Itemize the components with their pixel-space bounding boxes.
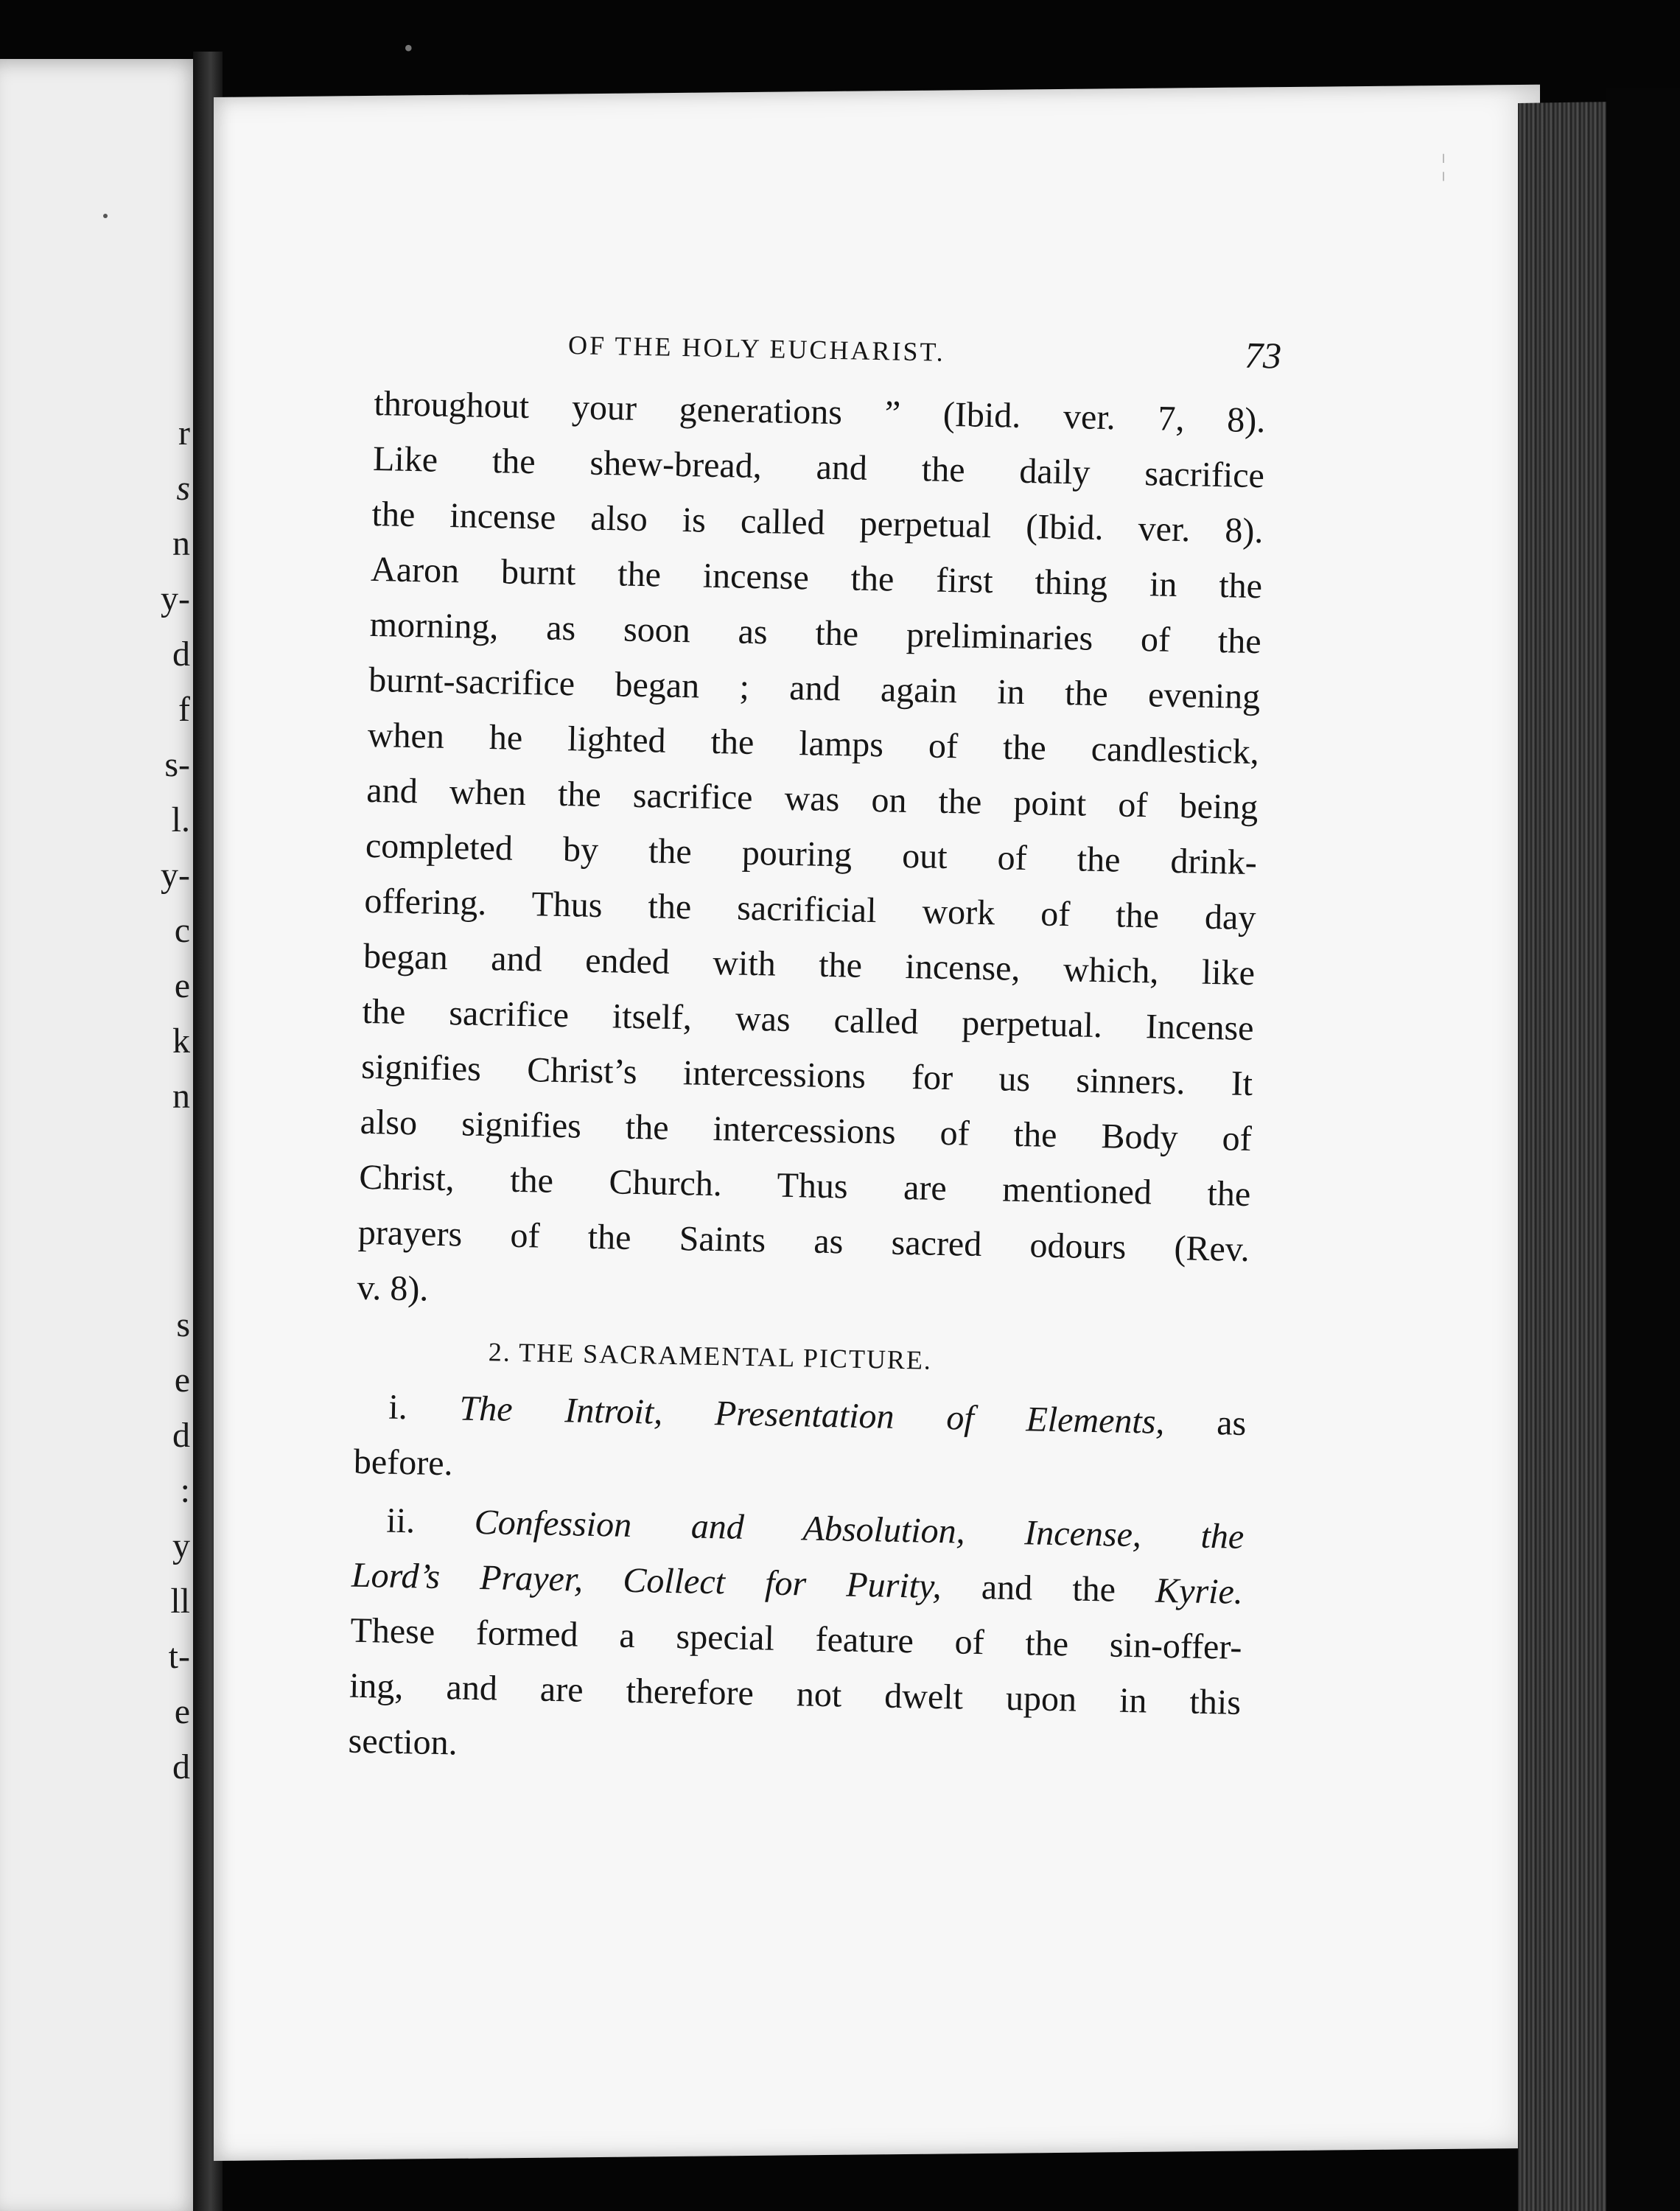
text-line: the sacrifice itself, was called perpetual. Incense [362, 991, 1255, 1049]
left-edge-letter: e [174, 1692, 190, 1731]
text-line: Aaron burnt the incense the first thing in the [370, 549, 1263, 607]
running-title: OF THE HOLY EUCHARIST. [567, 330, 946, 367]
margin-mark: ¦ [1441, 148, 1447, 181]
text-line: before. [353, 1442, 454, 1484]
text-line: offering. Thus the sacrificial work of the day [364, 881, 1256, 938]
section-heading: 2. THE SACRAMENTAL PICTURE. [488, 1337, 933, 1375]
text-line: v. 8). [357, 1268, 429, 1309]
scan-background [1606, 88, 1680, 2211]
text-line: when he lighted the lamps of the candlestick, [367, 715, 1260, 772]
item-i [353, 1379, 1247, 1506]
left-page [0, 59, 211, 2211]
left-edge-letter: s- [164, 745, 190, 784]
left-edge-letter: d [172, 635, 190, 674]
text-line: These formed a special feature of the sin-offer- [350, 1610, 1242, 1667]
text-line: the incense also is called perpetual (Ibid. ver. 8). [371, 494, 1264, 551]
left-edge-letter: s [176, 469, 190, 508]
left-edge-letter: f [178, 690, 190, 729]
text-fragment: as [1216, 1403, 1247, 1443]
italic-term: Incense, [1023, 1513, 1142, 1555]
text-line: Like the shew-bread, and the daily sacrifice [372, 439, 1265, 496]
left-edge-letter: y [172, 1526, 190, 1565]
page-number: 73 [1244, 334, 1282, 377]
left-edge-letter: y- [161, 856, 190, 895]
item-ii [348, 1492, 1245, 1786]
italic-term: Collect for Purity, [622, 1560, 942, 1607]
left-edge-letter: ll [170, 1582, 190, 1621]
left-edge-letter: r [178, 413, 190, 453]
left-edge-letter: e [174, 1361, 190, 1400]
item-numeral: ii. [385, 1501, 416, 1541]
text-line: prayers of the Saints as sacred odours (Rev. [357, 1212, 1250, 1269]
text-line: also signifies the intercessions of the Body of [360, 1102, 1253, 1159]
left-edge-letter: d [172, 1747, 190, 1786]
left-edge-letter: t- [168, 1637, 190, 1676]
text-line: and when the sacrifice was on the point of being [365, 770, 1259, 828]
left-edge-letter: n [172, 524, 190, 563]
left-edge-letter: c [174, 911, 190, 950]
left-edge-letter: y- [161, 579, 190, 618]
left-edge-letter: s [176, 1305, 190, 1344]
left-edge-letter: d [172, 1416, 190, 1455]
left-edge-letter: e [174, 966, 190, 1005]
text-line: Christ, the Church. Thus are mentioned the [358, 1157, 1251, 1215]
italic-term: Presentation of Elements, [714, 1394, 1165, 1442]
text-line: throughout your generations ” (Ibid. ver. 7, 8). [374, 383, 1266, 441]
left-edge-letter: : [180, 1471, 190, 1510]
text-fragment: and the [981, 1568, 1116, 1610]
left-edge-letter: l. [171, 800, 190, 839]
text-line: morning, as soon as the preliminaries of the [369, 604, 1262, 662]
text-line: began and ended with the incense, which, like [363, 936, 1256, 993]
text-line: ing, and are therefore not dwelt upon in this [349, 1666, 1242, 1722]
left-edge-letter: n [172, 1077, 190, 1116]
italic-term: Lord’s Prayer, [351, 1555, 584, 1599]
item-numeral: i. [388, 1387, 408, 1428]
text-line: completed by the pouring out of the drink- [365, 825, 1258, 883]
text-line: signifies Christ’s intercessions for us sinners. It [360, 1047, 1253, 1104]
italic-term: the [1200, 1516, 1245, 1557]
left-edge-letter: k [172, 1021, 190, 1061]
text-line: burnt-sacrifice began ; and again in the evening [368, 660, 1261, 717]
scan-speck: • [404, 33, 413, 63]
italic-term: The Introit, [459, 1389, 663, 1432]
page-text-block [348, 310, 1282, 1786]
italic-term: Kyrie. [1155, 1571, 1244, 1612]
italic-term: Confession and Absolution, [474, 1502, 966, 1551]
scan-speck [103, 214, 108, 218]
paragraph [357, 376, 1266, 1332]
text-line: section. [348, 1721, 458, 1763]
